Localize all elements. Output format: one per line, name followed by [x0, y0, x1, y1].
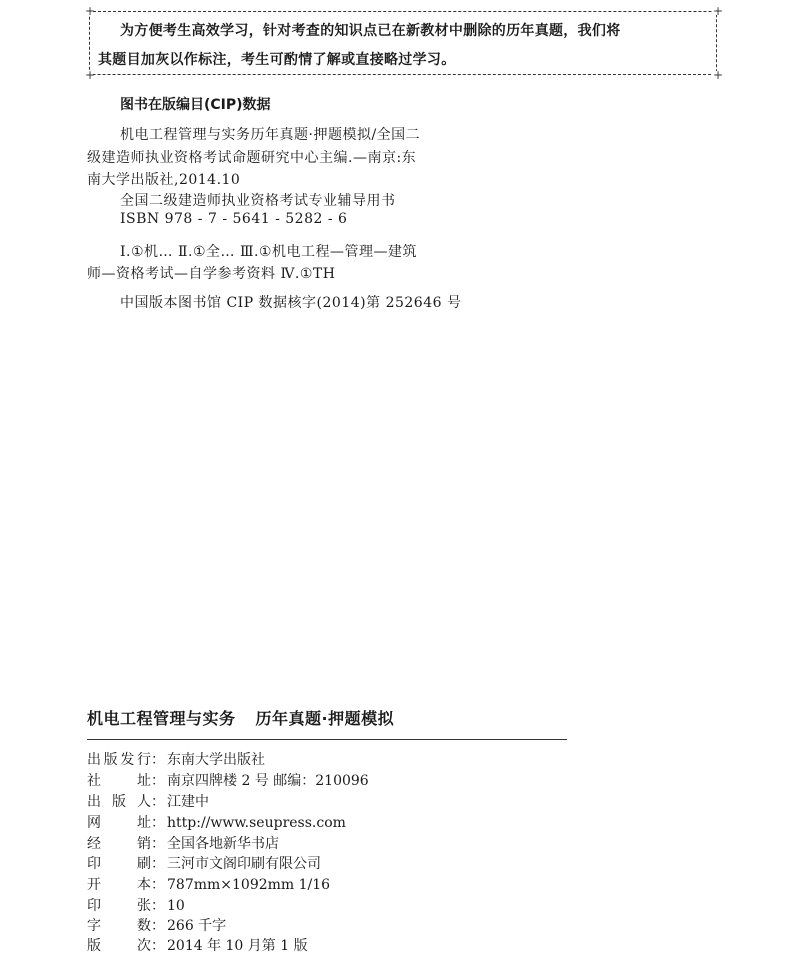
corner-plus-icon: +	[713, 4, 724, 18]
pub-value: http://www.seupress.com	[167, 815, 346, 831]
book-title-sub: 历年真题·押题模拟	[255, 709, 395, 728]
pub-row: 出版发行： 东南大学出版社	[87, 752, 265, 768]
cip-line: 机电工程管理与实务历年真题·押题模拟/全国二	[120, 127, 421, 143]
divider	[87, 739, 567, 740]
cip-title: 图书在版编目(CIP)数据	[120, 97, 271, 113]
pub-label: 版次	[87, 938, 151, 954]
pub-label: 印张	[87, 898, 151, 914]
cip-line: 全国二级建造师执业资格考试专业辅导用书	[120, 193, 396, 209]
pub-value: 东南大学出版社	[167, 752, 265, 768]
pub-value: 266 千字	[167, 918, 227, 934]
pub-label: 出版人	[87, 794, 151, 810]
book-title	[87, 706, 394, 729]
corner-plus-icon: +	[85, 4, 96, 18]
cip-classification: 师—资格考试—自学参考资料 Ⅳ.①TH	[87, 266, 336, 282]
pub-label: 网址	[87, 815, 151, 831]
cip-line: 南大学出版社,2014.10	[87, 172, 241, 188]
pub-value: 2014 年 10 月第 1 版	[167, 938, 308, 954]
notice-line-2: 其题目加灰以作标注，考生可酌情了解或直接略过学习。	[98, 52, 456, 68]
notice-line-1: 为方便考生高效学习，针对考查的知识点已在新教材中删除的历年真题，我们将	[120, 23, 621, 39]
pub-label: 出版发行	[87, 752, 151, 768]
pub-value: 全国各地新华书店	[167, 836, 279, 852]
pub-row: 印刷： 三河市文阁印刷有限公司	[87, 856, 321, 872]
cip-record-number: 中国版本图书馆 CIP 数据核字(2014)第 252646 号	[120, 295, 462, 311]
pub-value: 10	[167, 898, 185, 914]
pub-value: 三河市文阁印刷有限公司	[167, 856, 321, 872]
pub-label: 印刷	[87, 856, 151, 872]
pub-row: 经销： 全国各地新华书店	[87, 836, 279, 852]
notice-box	[85, 4, 724, 82]
pub-row: 出版人： 江建中	[87, 794, 209, 810]
pub-value: 江建中	[167, 794, 209, 810]
pub-value: 787mm×1092mm 1/16	[167, 877, 331, 893]
pub-row: 社址： 南京四牌楼 2 号 邮编：210096	[87, 773, 369, 789]
pub-row: 版次： 2014 年 10 月第 1 版	[87, 938, 308, 954]
pub-label: 开本	[87, 877, 151, 893]
cip-isbn: ISBN 978 - 7 - 5641 - 5282 - 6	[120, 211, 348, 227]
corner-plus-icon: +	[85, 68, 96, 82]
pub-label: 字数	[87, 918, 151, 934]
pub-value: 南京四牌楼 2 号 邮编：210096	[167, 773, 369, 789]
cip-line: 级建造师执业资格考试命题研究中心主编.—南京:东	[87, 150, 417, 166]
pub-row: 印张： 10	[87, 898, 185, 914]
book-title-main: 机电工程管理与实务	[87, 709, 236, 728]
pub-label: 社址	[87, 773, 151, 789]
pub-row: 开本： 787mm×1092mm 1/16	[87, 877, 331, 893]
pub-row: 网址： http://www.seupress.com	[87, 815, 346, 831]
corner-plus-icon: +	[713, 68, 724, 82]
pub-row: 字数： 266 千字	[87, 918, 227, 934]
cip-classification: Ⅰ.①机… Ⅱ.①全… Ⅲ.①机电工程—管理—建筑	[120, 244, 417, 260]
pub-label: 经销	[87, 836, 151, 852]
